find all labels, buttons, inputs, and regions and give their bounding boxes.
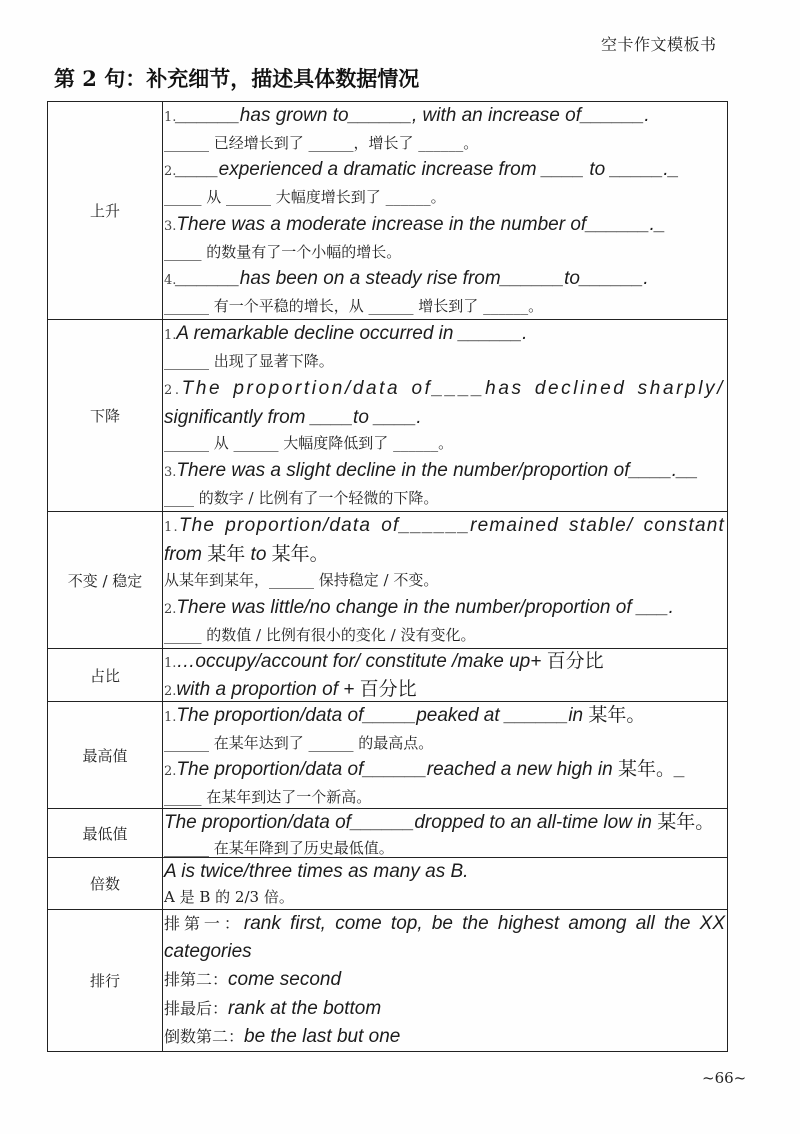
phrase-english: be the last but one <box>244 1025 401 1047</box>
phrase-item <box>164 1023 725 1051</box>
row-content-decline <box>163 320 728 512</box>
phrase-english: …occupy/account for/ constitute /make up+ 百分比 <box>176 651 604 672</box>
phrase-english-line <box>164 910 725 938</box>
phrase-number: 3. <box>164 465 177 480</box>
section-heading: 第 2 句：补充细节，描述具体数据情况 <box>54 66 420 91</box>
row-content-stable <box>163 512 728 649</box>
phrase-number: 1. <box>164 328 177 343</box>
phrase-english: ____experienced a dramatic increase from ____ to _____._ <box>176 159 680 181</box>
phrase-number: 1. <box>164 520 179 535</box>
phrase-chinese: 从某年到某年，______ 保持稳定 / 不变。 <box>164 571 439 589</box>
phrase-english-line <box>164 702 725 731</box>
phrase-number: 4. <box>164 272 177 288</box>
phrase-english: There was a slight decline in the number/proportion of____.__ <box>176 460 699 481</box>
phrase-number: 2. <box>164 602 177 617</box>
phrase-english-line <box>164 156 725 185</box>
row-label-ranking: 排行 <box>48 910 163 1052</box>
phrase-chinese: ______ 已经增长到了 ______，增长了 ______。 <box>164 134 479 152</box>
phrase-chinese: ______ 在某年降到了历史最低值。 <box>164 839 394 857</box>
phrase-item <box>164 966 725 994</box>
phrase-chinese: ______ 从 ______ 大幅度降低到了 ______。 <box>164 434 454 452</box>
phrase-english-line <box>164 594 725 623</box>
phrase-chinese: ______ 在某年达到了 ______ 的最高点。 <box>164 734 434 752</box>
phrase-chinese: A 是 B 的 2/3 倍。 <box>164 888 294 906</box>
phrase-english: The proportion/data of______remained stable/ constant <box>178 515 725 536</box>
rank-prefix: 倒数第二： <box>164 1026 245 1046</box>
phrase-english-line <box>164 966 725 994</box>
phrase-english: A remarkable decline occurred in ______. <box>176 323 528 344</box>
phrase-english: ______has grown to______, with an increase of______. <box>176 105 650 126</box>
phrase-chinese: ______ 有一个平稳的增长，从 ______ 增长到了 ______。 <box>164 296 544 315</box>
phrase-number: 1. <box>164 710 177 725</box>
phrase-english-line <box>164 102 725 131</box>
phrase-item <box>164 995 725 1023</box>
phrase-english-line <box>164 995 725 1023</box>
phrase-chinese: ______ 出现了显著下降。 <box>164 352 334 370</box>
phrase-chinese: _____ 的数量有了一个小幅的增长。 <box>164 242 402 261</box>
row-label-decline: 下降 <box>48 320 163 512</box>
phrase-item <box>164 756 725 810</box>
phrase-english: The proportion/data of______reached a new high in 某年。_ <box>176 759 686 780</box>
row-label-proportion: 占比 <box>48 649 163 702</box>
row-content-rise <box>163 102 728 320</box>
phrase-chinese: _____ 在某年到达了一个新高。 <box>164 788 372 806</box>
phrase-english: The proportion/data of____has declined sharply/ <box>181 378 725 399</box>
phrase-item <box>164 512 725 593</box>
phrase-english: The proportion/data of______dropped to an all-time low in 某年。 <box>164 812 715 833</box>
phrase-english-line <box>164 512 725 541</box>
phrase-item <box>164 649 725 677</box>
phrase-number: 2. <box>164 764 177 779</box>
row-label-lowest: 最低值 <box>48 809 163 858</box>
phrase-english: There was a moderate increase in the number of______._ <box>176 213 666 235</box>
phrase-number: 1. <box>164 110 177 125</box>
phrase-item <box>164 265 725 319</box>
phrase-number: 2. <box>164 684 177 699</box>
row-label-multiple: 倍数 <box>48 858 163 910</box>
phrase-number: 1. <box>164 656 177 671</box>
phrase-english: with a proportion of + 百分比 <box>176 679 417 700</box>
book-title: 空卡作文模板书 <box>601 35 717 54</box>
phrase-item <box>164 910 725 966</box>
phrase-english-line <box>164 211 725 240</box>
phrase-item <box>164 858 725 910</box>
row-content-lowest <box>163 809 728 858</box>
phrase-english: ______has been on a steady rise from______to______. <box>176 267 649 289</box>
phrase-english-line <box>164 320 725 349</box>
phrase-english-continuation: significantly from ____to ____. <box>164 407 422 428</box>
row-label-rise: 上升 <box>48 102 163 320</box>
phrase-english-line <box>164 677 725 705</box>
phrase-item <box>164 211 725 265</box>
phrase-item <box>164 320 725 374</box>
rank-prefix: 排第一： <box>164 914 244 933</box>
phrase-item <box>164 375 725 456</box>
phrase-english-line <box>164 649 725 677</box>
phrase-english-continuation: from 某年 to 某年。 <box>164 544 329 565</box>
phrase-chinese: _____ 的数值 / 比例有很小的变化 / 没有变化。 <box>164 626 476 644</box>
phrase-english-line <box>164 1023 725 1051</box>
phrase-chinese: ____ 的数字 / 比例有了一个轻微的下降。 <box>164 489 439 507</box>
phrase-english: come second <box>228 969 342 991</box>
phrase-item <box>164 594 725 648</box>
row-content-ranking <box>163 910 728 1052</box>
phrase-english: There was little/no change in the number/proportion of ___. <box>176 597 674 618</box>
phrase-item <box>164 156 725 210</box>
phrase-item <box>164 102 725 156</box>
row-content-peak <box>163 702 728 809</box>
phrase-english-continuation: categories <box>164 941 252 962</box>
phrase-number: 2. <box>164 383 182 398</box>
page-number: ~66~ <box>702 1069 747 1087</box>
phrase-english: A is twice/three times as many as B. <box>164 861 469 882</box>
phrase-english: rank first, come top, be the highest among all the XX <box>243 913 725 934</box>
phrase-english: rank at the bottom <box>228 997 382 1019</box>
row-content-proportion <box>163 649 728 702</box>
phrase-number: 3. <box>164 218 177 234</box>
phrase-item <box>164 809 725 861</box>
phrase-item <box>164 677 725 705</box>
rank-prefix: 排第二： <box>164 970 229 990</box>
phrase-chinese: _____ 从 ______ 大幅度增长到了 ______。 <box>164 188 446 207</box>
phrase-english-line <box>164 756 725 785</box>
phrase-english-line <box>164 265 725 294</box>
row-label-stable: 不变 / 稳定 <box>48 512 163 649</box>
phrase-english: The proportion/data of_____peaked at ______in 某年。 <box>176 705 646 726</box>
phrase-table <box>47 101 728 1052</box>
rank-prefix: 排最后： <box>164 998 229 1018</box>
row-label-peak: 最高值 <box>48 702 163 809</box>
phrase-item <box>164 702 725 756</box>
phrase-number: 2. <box>164 164 177 180</box>
phrase-english-line <box>164 457 725 486</box>
phrase-item <box>164 457 725 511</box>
phrase-english-line <box>164 375 725 404</box>
row-content-multiple <box>163 858 728 910</box>
